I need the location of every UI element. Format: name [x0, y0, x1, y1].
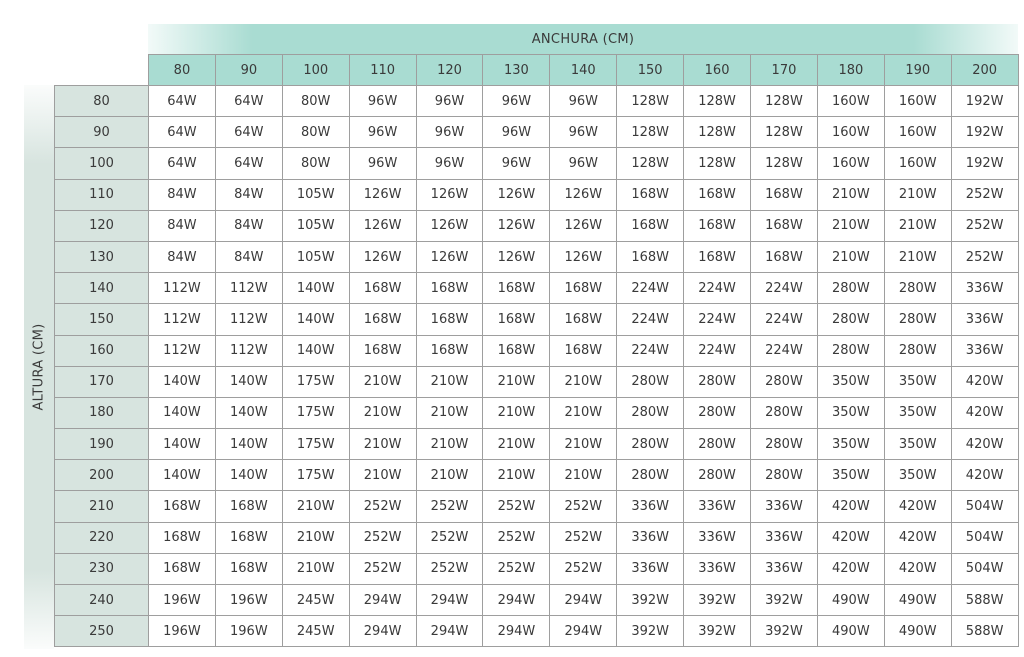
wattage-cell: 112W [215, 304, 282, 335]
wattage-cell: 96W [349, 86, 416, 117]
wattage-cell: 280W [884, 273, 951, 304]
wattage-cell: 80W [282, 86, 349, 117]
table-row [55, 553, 1019, 584]
wattage-cell: 126W [550, 179, 617, 210]
wattage-cell: 210W [884, 210, 951, 241]
table-row [55, 241, 1019, 272]
wattage-cell: 294W [416, 616, 483, 647]
wattage-cell: 252W [416, 553, 483, 584]
wattage-cell: 336W [617, 491, 684, 522]
wattage-cell: 168W [483, 273, 550, 304]
table-row [55, 585, 1019, 616]
height-header-cell: 80 [55, 86, 149, 117]
wattage-cell: 336W [951, 273, 1018, 304]
wattage-cell: 336W [617, 522, 684, 553]
wattage-cell: 392W [617, 585, 684, 616]
wattage-cell: 245W [282, 585, 349, 616]
wattage-cell: 168W [617, 210, 684, 241]
wattage-cell: 80W [282, 117, 349, 148]
wattage-cell: 168W [550, 273, 617, 304]
wattage-cell: 210W [817, 210, 884, 241]
wattage-cell: 175W [282, 397, 349, 428]
wattage-cell: 140W [149, 397, 216, 428]
wattage-cell: 126W [483, 210, 550, 241]
wattage-cell: 420W [951, 460, 1018, 491]
table-row [55, 273, 1019, 304]
wattage-cell: 420W [951, 366, 1018, 397]
wattage-cell: 252W [349, 522, 416, 553]
wattage-cell: 96W [550, 117, 617, 148]
wattage-cell: 280W [751, 429, 818, 460]
height-header-cell: 150 [55, 304, 149, 335]
wattage-cell: 420W [884, 491, 951, 522]
wattage-cell: 168W [617, 179, 684, 210]
wattage-cell: 192W [951, 117, 1018, 148]
height-header-cell: 120 [55, 210, 149, 241]
wattage-cell: 280W [751, 460, 818, 491]
wattage-cell: 168W [215, 491, 282, 522]
wattage-cell: 336W [617, 553, 684, 584]
wattage-cell: 126W [550, 241, 617, 272]
wattage-cell: 210W [416, 397, 483, 428]
wattage-cell: 490W [884, 616, 951, 647]
width-header-cell: 180 [817, 55, 884, 86]
wattage-cell: 128W [751, 86, 818, 117]
wattage-cell: 210W [483, 429, 550, 460]
wattage-cell: 350W [817, 366, 884, 397]
wattage-cell: 336W [684, 491, 751, 522]
wattage-cell: 140W [282, 335, 349, 366]
wattage-cell: 126W [349, 210, 416, 241]
wattage-cell: 112W [149, 304, 216, 335]
wattage-cell: 210W [416, 460, 483, 491]
table-row [55, 616, 1019, 647]
wattage-cell: 350W [884, 366, 951, 397]
wattage-cell: 252W [951, 210, 1018, 241]
wattage-cell: 280W [884, 335, 951, 366]
wattage-cell: 140W [215, 460, 282, 491]
wattage-cell: 64W [215, 117, 282, 148]
wattage-cell: 84W [215, 241, 282, 272]
wattage-cell: 420W [817, 553, 884, 584]
wattage-cell: 392W [751, 616, 818, 647]
wattage-cell: 128W [617, 148, 684, 179]
wattage-cell: 210W [550, 429, 617, 460]
wattage-cell: 210W [483, 397, 550, 428]
wattage-cell: 224W [751, 304, 818, 335]
width-header-cell: 100 [282, 55, 349, 86]
height-header-cell: 110 [55, 179, 149, 210]
width-header-cell: 90 [215, 55, 282, 86]
wattage-cell: 64W [149, 117, 216, 148]
wattage-cell: 420W [817, 491, 884, 522]
wattage-cell: 140W [282, 273, 349, 304]
wattage-cell: 280W [617, 366, 684, 397]
table-row [55, 304, 1019, 335]
wattage-cell: 128W [684, 148, 751, 179]
wattage-cell: 84W [149, 210, 216, 241]
width-header-cell: 110 [349, 55, 416, 86]
wattage-cell: 294W [349, 616, 416, 647]
wattage-cell: 504W [951, 522, 1018, 553]
wattage-cell: 294W [349, 585, 416, 616]
wattage-cell: 350W [817, 429, 884, 460]
table-row [55, 491, 1019, 522]
wattage-cell: 160W [884, 86, 951, 117]
wattage-cell: 84W [215, 179, 282, 210]
wattage-cell: 252W [483, 522, 550, 553]
wattage-cell: 96W [349, 117, 416, 148]
wattage-cell: 224W [617, 273, 684, 304]
height-header-cell: 140 [55, 273, 149, 304]
wattage-cell: 168W [349, 304, 416, 335]
wattage-table [54, 54, 1019, 647]
wattage-cell: 168W [349, 335, 416, 366]
wattage-cell: 280W [684, 366, 751, 397]
wattage-cell: 350W [884, 397, 951, 428]
table-row [55, 397, 1019, 428]
wattage-cell: 96W [349, 148, 416, 179]
wattage-cell: 420W [817, 522, 884, 553]
wattage-cell: 280W [617, 460, 684, 491]
wattage-cell: 210W [282, 491, 349, 522]
wattage-cell: 128W [684, 117, 751, 148]
width-axis-label: ANCHURA (CM) [531, 32, 635, 47]
wattage-cell: 84W [149, 241, 216, 272]
wattage-cell: 280W [684, 397, 751, 428]
wattage-cell: 140W [282, 304, 349, 335]
wattage-cell: 160W [817, 117, 884, 148]
wattage-cell: 64W [215, 148, 282, 179]
wattage-cell: 140W [215, 397, 282, 428]
height-header-cell: 220 [55, 522, 149, 553]
wattage-cell: 280W [817, 335, 884, 366]
wattage-cell: 126W [416, 210, 483, 241]
wattage-cell: 64W [149, 86, 216, 117]
wattage-cell: 84W [215, 210, 282, 241]
wattage-cell: 168W [617, 241, 684, 272]
wattage-cell: 280W [684, 429, 751, 460]
wattage-cell: 350W [884, 460, 951, 491]
wattage-cell: 84W [149, 179, 216, 210]
wattage-cell: 64W [149, 148, 216, 179]
wattage-cell: 168W [149, 553, 216, 584]
width-header-cell: 190 [884, 55, 951, 86]
height-header-cell: 200 [55, 460, 149, 491]
wattage-cell: 252W [550, 522, 617, 553]
width-header-cell: 120 [416, 55, 483, 86]
wattage-cell: 196W [215, 616, 282, 647]
wattage-cell: 420W [884, 522, 951, 553]
wattage-cell: 168W [149, 522, 216, 553]
wattage-cell: 168W [684, 241, 751, 272]
height-header-cell: 90 [55, 117, 149, 148]
height-axis-header [24, 85, 54, 649]
wattage-cell: 294W [550, 616, 617, 647]
height-header-cell: 100 [55, 148, 149, 179]
wattage-cell: 210W [416, 429, 483, 460]
wattage-cell: 210W [349, 366, 416, 397]
wattage-cell: 280W [884, 304, 951, 335]
wattage-cell: 504W [951, 491, 1018, 522]
wattage-cell: 168W [416, 335, 483, 366]
table-row [55, 366, 1019, 397]
width-header-cell: 130 [483, 55, 550, 86]
wattage-cell: 160W [817, 86, 884, 117]
wattage-cell: 504W [951, 553, 1018, 584]
wattage-cell: 168W [349, 273, 416, 304]
wattage-cell: 294W [416, 585, 483, 616]
wattage-cell: 126W [349, 179, 416, 210]
table-corner [55, 55, 149, 86]
wattage-cell: 126W [550, 210, 617, 241]
height-header-cell: 160 [55, 335, 149, 366]
wattage-cell: 210W [884, 241, 951, 272]
wattage-cell: 490W [817, 616, 884, 647]
wattage-cell: 126W [483, 241, 550, 272]
width-header-cell: 200 [951, 55, 1018, 86]
wattage-cell: 252W [349, 553, 416, 584]
width-header-cell: 150 [617, 55, 684, 86]
width-header-cell: 170 [751, 55, 818, 86]
wattage-cell: 105W [282, 210, 349, 241]
wattage-cell: 96W [483, 148, 550, 179]
wattage-cell: 168W [751, 210, 818, 241]
width-header-row [55, 55, 1019, 86]
wattage-cell: 128W [751, 117, 818, 148]
table-row [55, 460, 1019, 491]
wattage-cell: 224W [684, 335, 751, 366]
wattage-cell: 392W [684, 585, 751, 616]
height-axis-label: ALTURA (CM) [31, 323, 47, 411]
wattage-cell: 168W [483, 335, 550, 366]
table-row [55, 117, 1019, 148]
wattage-cell: 210W [483, 366, 550, 397]
wattage-cell: 588W [951, 616, 1018, 647]
wattage-cell: 252W [416, 491, 483, 522]
wattage-cell: 168W [215, 522, 282, 553]
wattage-cell: 224W [684, 273, 751, 304]
wattage-cell: 168W [416, 273, 483, 304]
wattage-cell: 128W [684, 86, 751, 117]
height-header-cell: 240 [55, 585, 149, 616]
wattage-cell: 336W [751, 522, 818, 553]
wattage-cell: 140W [215, 429, 282, 460]
wattage-cell: 280W [817, 273, 884, 304]
wattage-cell: 336W [751, 491, 818, 522]
wattage-cell: 210W [550, 366, 617, 397]
height-header-cell: 230 [55, 553, 149, 584]
wattage-cell: 196W [149, 616, 216, 647]
wattage-cell: 168W [684, 179, 751, 210]
wattage-cell: 280W [751, 366, 818, 397]
wattage-cell: 112W [149, 335, 216, 366]
wattage-cell: 210W [817, 179, 884, 210]
wattage-cell: 336W [684, 522, 751, 553]
wattage-cell: 336W [751, 553, 818, 584]
wattage-cell: 336W [951, 304, 1018, 335]
wattage-cell: 96W [550, 86, 617, 117]
wattage-cell: 224W [684, 304, 751, 335]
width-axis-header [148, 24, 1018, 54]
width-header-cell: 140 [550, 55, 617, 86]
wattage-cell: 96W [483, 86, 550, 117]
wattage-cell: 210W [349, 397, 416, 428]
height-header-cell: 130 [55, 241, 149, 272]
wattage-cell: 224W [751, 273, 818, 304]
height-header-cell: 250 [55, 616, 149, 647]
wattage-cell: 80W [282, 148, 349, 179]
wattage-cell: 350W [817, 460, 884, 491]
wattage-cell: 175W [282, 366, 349, 397]
wattage-cell: 252W [349, 491, 416, 522]
wattage-cell: 96W [483, 117, 550, 148]
wattage-cell: 420W [884, 553, 951, 584]
wattage-cell: 140W [149, 429, 216, 460]
wattage-cell: 140W [149, 460, 216, 491]
wattage-cell: 96W [416, 148, 483, 179]
height-header-cell: 210 [55, 491, 149, 522]
wattage-cell: 210W [550, 397, 617, 428]
wattage-cell: 210W [282, 553, 349, 584]
wattage-cell: 175W [282, 429, 349, 460]
height-header-cell: 180 [55, 397, 149, 428]
wattage-cell: 175W [282, 460, 349, 491]
wattage-cell: 64W [215, 86, 282, 117]
wattage-cell: 588W [951, 585, 1018, 616]
width-header-cell: 160 [684, 55, 751, 86]
table-row [55, 86, 1019, 117]
wattage-cell: 126W [349, 241, 416, 272]
wattage-cell: 245W [282, 616, 349, 647]
wattage-cell: 112W [149, 273, 216, 304]
wattage-cell: 224W [751, 335, 818, 366]
wattage-cell: 392W [617, 616, 684, 647]
wattage-cell: 160W [884, 148, 951, 179]
wattage-cell: 168W [550, 335, 617, 366]
wattage-cell: 160W [884, 117, 951, 148]
wattage-cell: 128W [617, 86, 684, 117]
wattage-cell: 280W [617, 397, 684, 428]
wattage-cell: 210W [349, 429, 416, 460]
table-body [55, 86, 1019, 647]
wattage-cell: 392W [751, 585, 818, 616]
width-header-cell: 80 [149, 55, 216, 86]
wattage-cell: 168W [684, 210, 751, 241]
wattage-cell: 126W [483, 179, 550, 210]
wattage-cell: 350W [817, 397, 884, 428]
wattage-cell: 210W [550, 460, 617, 491]
wattage-cell: 168W [483, 304, 550, 335]
table-row [55, 522, 1019, 553]
wattage-cell: 336W [684, 553, 751, 584]
height-header-cell: 190 [55, 429, 149, 460]
table-row [55, 148, 1019, 179]
wattage-cell: 490W [817, 585, 884, 616]
wattage-cell: 252W [550, 491, 617, 522]
wattage-cell: 252W [483, 491, 550, 522]
wattage-cell: 420W [951, 429, 1018, 460]
table-row [55, 210, 1019, 241]
wattage-cell: 280W [817, 304, 884, 335]
wattage-cell: 210W [349, 460, 416, 491]
wattage-cell: 210W [884, 179, 951, 210]
wattage-cell: 105W [282, 179, 349, 210]
wattage-cell: 280W [684, 460, 751, 491]
wattage-cell: 294W [550, 585, 617, 616]
table-row [55, 335, 1019, 366]
wattage-cell: 252W [416, 522, 483, 553]
wattage-cell: 105W [282, 241, 349, 272]
wattage-cell: 252W [951, 179, 1018, 210]
wattage-cell: 168W [149, 491, 216, 522]
wattage-cell: 96W [416, 86, 483, 117]
wattage-cell: 294W [483, 585, 550, 616]
wattage-cell: 224W [617, 304, 684, 335]
wattage-cell: 350W [884, 429, 951, 460]
table-row [55, 179, 1019, 210]
wattage-cell: 128W [751, 148, 818, 179]
wattage-cell: 420W [951, 397, 1018, 428]
wattage-cell: 210W [817, 241, 884, 272]
wattage-cell: 126W [416, 241, 483, 272]
height-header-cell: 170 [55, 366, 149, 397]
wattage-cell: 168W [215, 553, 282, 584]
wattage-cell: 112W [215, 335, 282, 366]
wattage-cell: 196W [149, 585, 216, 616]
wattage-cell: 490W [884, 585, 951, 616]
wattage-cell: 168W [416, 304, 483, 335]
wattage-cell: 252W [951, 241, 1018, 272]
wattage-cell: 140W [149, 366, 216, 397]
wattage-cell: 168W [751, 179, 818, 210]
wattage-cell: 252W [550, 553, 617, 584]
wattage-cell: 96W [550, 148, 617, 179]
wattage-cell: 294W [483, 616, 550, 647]
wattage-cell: 210W [282, 522, 349, 553]
wattage-cell: 168W [550, 304, 617, 335]
wattage-cell: 210W [416, 366, 483, 397]
wattage-cell: 192W [951, 148, 1018, 179]
wattage-cell: 196W [215, 585, 282, 616]
wattage-cell: 126W [416, 179, 483, 210]
wattage-cell: 280W [751, 397, 818, 428]
wattage-cell: 140W [215, 366, 282, 397]
wattage-cell: 192W [951, 86, 1018, 117]
wattage-cell: 280W [617, 429, 684, 460]
wattage-cell: 392W [684, 616, 751, 647]
table-row [55, 429, 1019, 460]
wattage-cell: 112W [215, 273, 282, 304]
wattage-cell: 336W [951, 335, 1018, 366]
wattage-cell: 252W [483, 553, 550, 584]
wattage-cell: 128W [617, 117, 684, 148]
wattage-cell: 224W [617, 335, 684, 366]
wattage-cell: 160W [817, 148, 884, 179]
wattage-cell: 210W [483, 460, 550, 491]
wattage-cell: 96W [416, 117, 483, 148]
wattage-cell: 168W [751, 241, 818, 272]
